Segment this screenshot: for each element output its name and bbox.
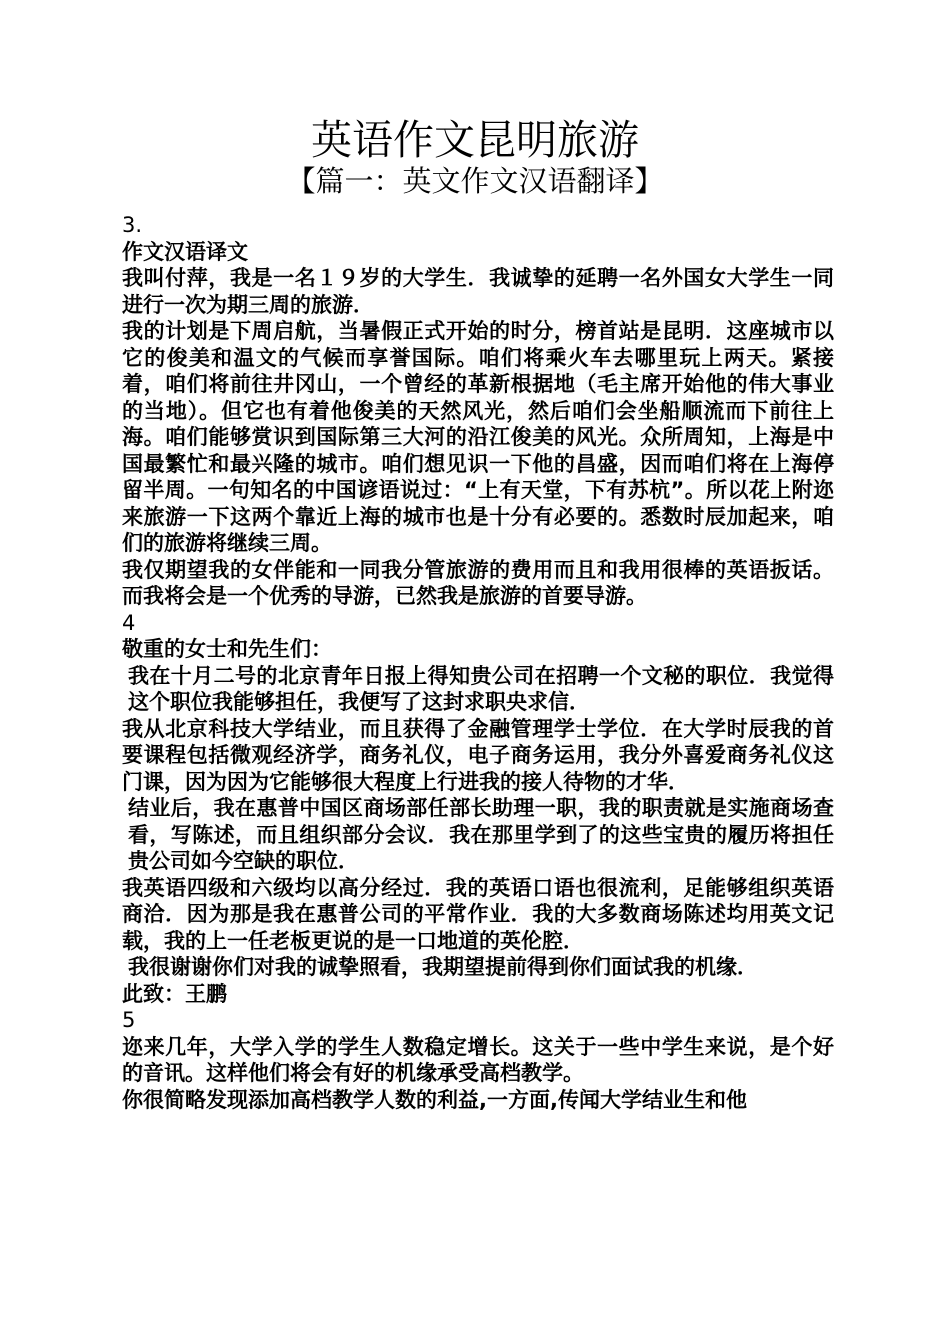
paragraph: 结业后，我在惠普中国区商场部任部长助理一职，我的职责就是实施商场查看，写陈述，而且组织部分会议．我在那里学到了的这些宝贵的履历将担任贵公司如今空缺的职位． [128,796,834,873]
document-title: 英语作文昆明旅游 [311,116,639,164]
paragraph: 我英语四级和六级均以高分经过．我的英语口语也很流利，足能够组织英语商洽．因为那是我在惠普公司的平常作业．我的大多数商场陈述均用英文记载，我的上一任老板更说的是一口地道的英伦腔． [122,875,834,953]
paragraph: 我在十月二号的北京青年日报上得知贵公司在招聘一个文秘的职位．我觉得这个职位我能够担任，我便写了这封求职央求信． [128,663,834,714]
paragraph: 我仅期望我的女伴能和一同我分管旅游的费用而且和我用很棒的英语扳话。而我将会是一个优秀的导游，已然我是旅游的首要导游。 [122,557,834,608]
letter-closing: 此致：王鹏 [122,981,227,1006]
paragraph: 我的计划是下周启航，当暑假正式开始的时分，榜首站是昆明．这座城市以它的俊美和温文的气候而享誉国际。咱们将乘火车去哪里玩上两天。紧接着，咱们将前往井冈山，一个曾经的革新根据地（毛主席开始他的伟大事业的当地）。但它也有着他俊美的天然风光，然后咱们会坐船顺流而下前往上海。咱们能够赏识到国际第三大河的沿江俊美的风光。众所周知，上海是中国最繁忙和最兴隆的城市。咱们想见识一下他的昌盛，因而咱们将在上海停留半周。一句知名的中国谚语说过：“上有天堂，下有苏杭”。所以花上附迩来旅游一下这两个靠近上海的城市也是十分有必要的。悉数时辰加起来，咱们的旅游将继续三周。 [122,319,834,555]
section-number: 4 [122,610,136,635]
document-subtitle: 【篇一：英文作文汉语翻译】 [286,164,664,198]
section-heading: 作文汉语译文 [122,239,248,264]
section-number: 5 [122,1008,136,1032]
paragraph: 你很简略发现添加高档教学人数的利益,一方面,传闻大学结业生和他 [122,1087,747,1112]
paragraph: 我叫付萍，我是一名１９岁的大学生．我诚挚的延聘一名外国女大学生一同进行一次为期三周的旅游． [122,266,834,317]
document-body [116,212,834,1113]
letter-greeting: 敬重的女士和先生们： [122,637,332,661]
paragraph: 迩来几年，大学入学的学生人数稳定增长。这关于一些中学生来说，是个好的音讯。这样他们将会有好的机缘承受高档教学。 [122,1034,834,1085]
section-number: 3. [122,213,143,237]
paragraph: 我从北京科技大学结业，而且获得了金融管理学士学位．在大学时辰我的首要课程包括微观经济学，商务礼仪，电子商务运用，我分外喜爱商务礼仪这门课，因为因为它能够很大程度上行进我的接人待物的才华． [122,716,834,794]
paragraph: 我很谢谢你们对我的诚挚照看，我期望提前得到你们面试我的机缘． [128,955,758,979]
